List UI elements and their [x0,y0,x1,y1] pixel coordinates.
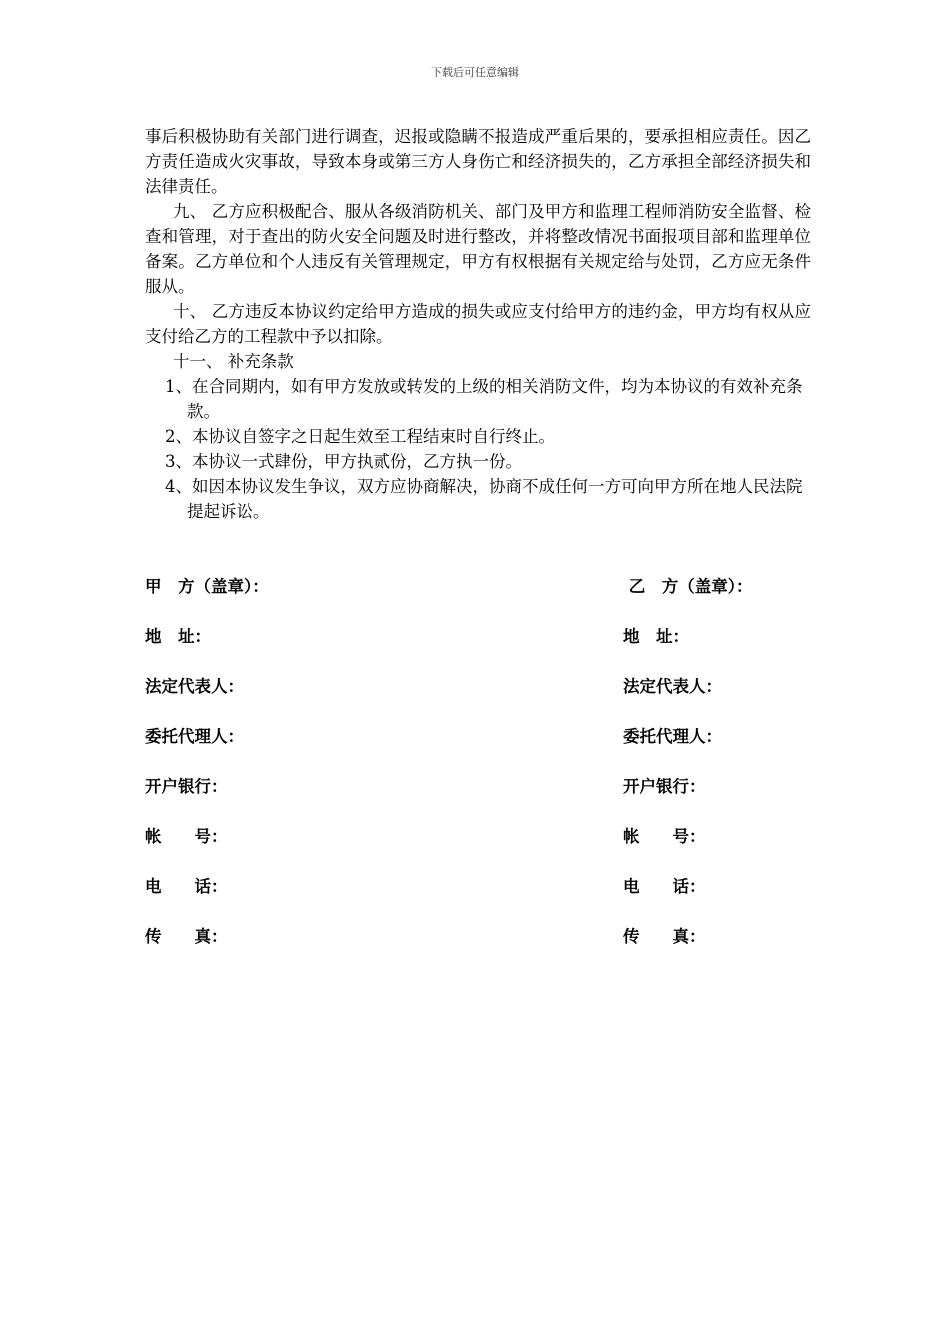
clause-ten: 十、 乙方违反本协议约定给甲方造成的损失或应支付给甲方的违约金，甲方均有权从应支付给乙方的工程款中予以扣除。 [145,302,811,346]
party-a-fax-label: 传 真： [145,927,228,946]
party-a-phone-label: 电 话： [145,877,228,896]
party-b-agent-label: 委托代理人： [623,727,722,746]
supplement-item-1: 1、在合同期内，如有甲方发放或转发的上级的相关消防文件，均为本协议的有效补充条款。 [165,377,803,421]
party-a-seal-label: 甲 方（盖章）： [145,577,269,596]
party-b-phone-label: 电 话： [623,877,706,896]
paragraph-continuation: 事后积极协助有关部门进行调查，迟报或隐瞒不报造成严重后果的，要承担相应责任。因乙方责任造成火灾事故，导致本身或第三方人身伤亡和经济损失的，乙方承担全部经济损失和法律责任。 [145,127,811,196]
party-a-agent-label: 委托代理人： [145,727,244,746]
supplement-item-3: 3、本协议一式肆份，甲方执贰份，乙方执一份。 [165,452,522,471]
party-a-address-label: 地 址： [145,627,211,646]
contract-body [145,124,811,524]
party-b-legal-rep-label: 法定代表人： [623,677,722,696]
party-b-account-label: 帐 号： [623,827,706,846]
party-b-seal-label: 乙 方（盖章）： [623,577,753,596]
page-header: 下载后可任意编辑 [431,66,519,79]
party-a-bank-label: 开户银行： [145,777,228,796]
party-a-account-label: 帐 号： [145,827,228,846]
clause-nine: 九、 乙方应积极配合、服从各级消防机关、部门及甲方和监理工程师消防安全监督、检查和管理，对于查出的防火安全问题及时进行整改，并将整改情况书面报项目部和监理单位备案。乙方单位和个人违反有关管理规定，甲方有权根据有关规定给与处罚，乙方应无条件服从。 [145,202,811,296]
party-b-bank-label: 开户银行： [623,777,706,796]
party-a-legal-rep-label: 法定代表人： [145,677,244,696]
party-b-address-label: 地 址： [623,627,689,646]
clause-eleven-heading: 十一、 补充条款 [173,352,294,371]
supplement-item-2: 2、本协议自签字之日起生效至工程结束时自行终止。 [165,427,555,446]
party-b-fax-label: 传 真： [623,927,706,946]
supplement-item-4: 4、如因本协议发生争议，双方应协商解决，协商不成任何一方可向甲方所在地人民法院提起诉讼。 [165,477,803,521]
